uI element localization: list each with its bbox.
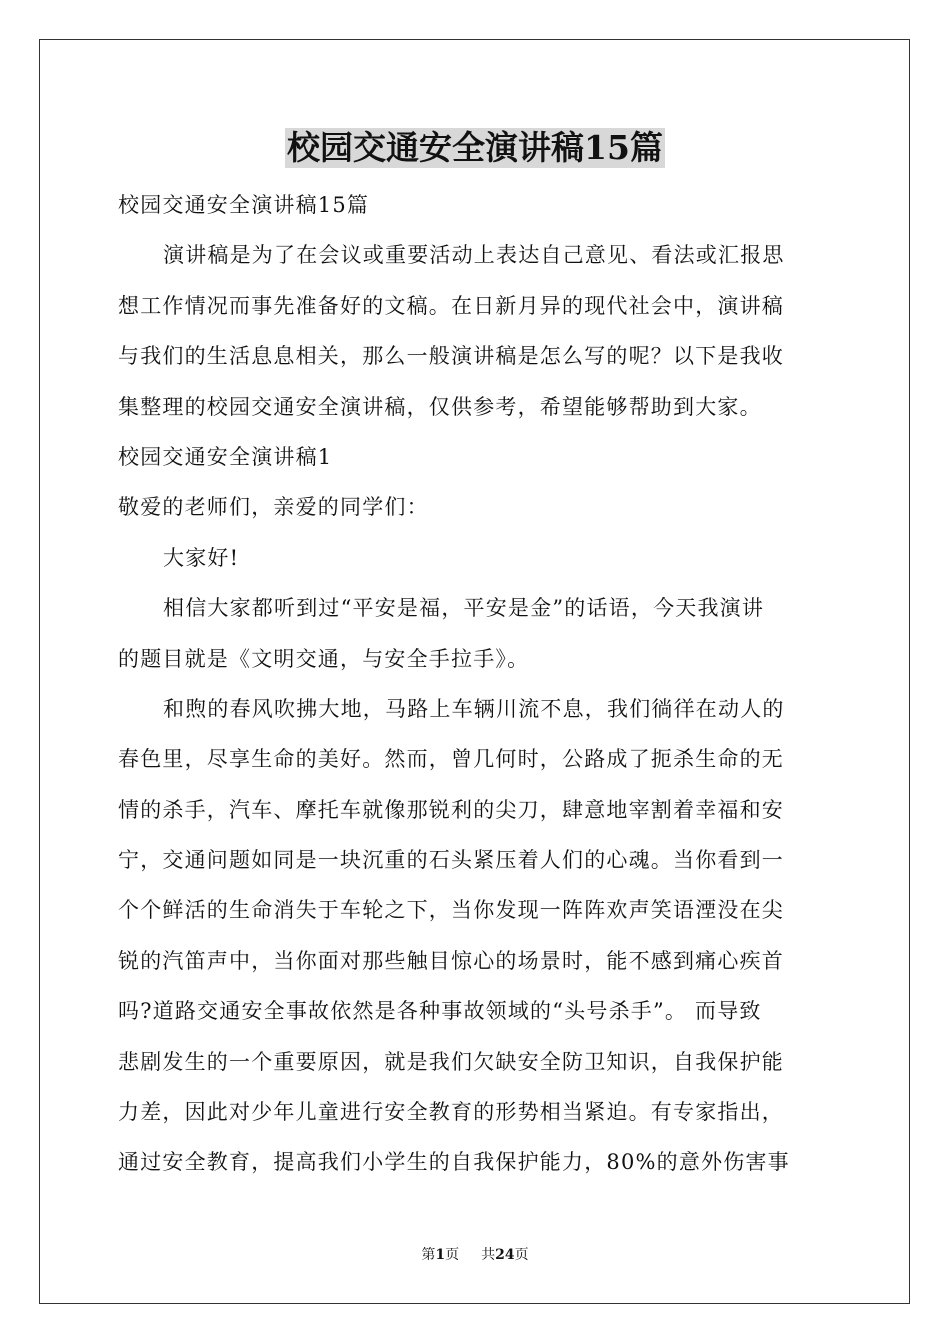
section-heading: 校园交通安全演讲稿1 — [118, 444, 333, 469]
paragraph-line: 宁，交通问题如同是一块沉重的石头紧压着人们的心魂。当你看到一 — [118, 848, 784, 873]
paragraph-line: 春色里，尽享生命的美好。然而，曾几何时，公路成了扼杀生命的无 — [118, 747, 784, 772]
subtitle-line: 校园交通安全演讲稿15篇 — [118, 193, 370, 217]
paragraph-line: 锐的汽笛声中，当你面对那些触目惊心的场景时，能不感到痛心疾首 — [118, 948, 784, 973]
paragraph-line: 集整理的校园交通安全演讲稿，仅供参考，希望能够帮助到大家。 — [118, 394, 762, 419]
paragraph-line: 与我们的生活息息相关，那么一般演讲稿是怎么写的呢？以下是我收 — [118, 344, 784, 369]
page-footer — [0, 1245, 950, 1265]
total-pages: 24 — [495, 1247, 515, 1263]
paragraph-line: 想工作情况而事先准备好的文稿。在日新月异的现代社会中，演讲稿 — [118, 293, 784, 318]
paragraph-line: 悲剧发生的一个重要原因，就是我们欠缺安全防卫知识，自我保护能 — [118, 1049, 784, 1074]
paragraph-line: 演讲稿是为了在会议或重要活动上表达自己意见、看法或汇报思 — [163, 243, 785, 268]
document-title: 校园交通安全演讲稿15篇 — [287, 128, 663, 167]
total-prefix: 共 — [481, 1247, 496, 1263]
paragraph-line: 个个鲜活的生命消失于车轮之下，当你发现一阵阵欢声笑语湮没在尖 — [118, 898, 784, 923]
paragraph-line: 的题目就是《文明交通，与安全手拉手》。 — [118, 646, 530, 671]
paragraph-line: 和煦的春风吹拂大地，马路上车辆川流不息，我们徜徉在动人的 — [163, 696, 785, 721]
paragraph-line: 通过安全教育，提高我们小学生的自我保护能力，80%的意外伤害事 — [118, 1150, 790, 1175]
title-container — [0, 128, 950, 168]
page-prefix: 第 — [421, 1247, 436, 1263]
page-suffix: 页 — [445, 1247, 460, 1263]
paragraph-line: 相信大家都听到过“平安是福，平安是金”的话语，今天我演讲 — [163, 596, 765, 621]
paragraph-line: 力差，因此对少年儿童进行安全教育的形势相当紧迫。有专家指出， — [118, 1100, 784, 1125]
paragraph-line: 吗?道路交通安全事故依然是各种事故领域的“头号杀手”。 而导致 — [118, 999, 762, 1024]
paragraph-line: 情的杀手，汽车、摩托车就像那锐利的尖刀，肆意地宰割着幸福和安 — [118, 797, 784, 822]
salutation-line: 敬爱的老师们，亲爱的同学们： — [118, 495, 429, 520]
page-number: 1 — [435, 1247, 446, 1263]
document-body — [118, 180, 834, 1188]
greeting-line: 大家好! — [163, 545, 240, 570]
total-suffix: 页 — [514, 1247, 529, 1263]
